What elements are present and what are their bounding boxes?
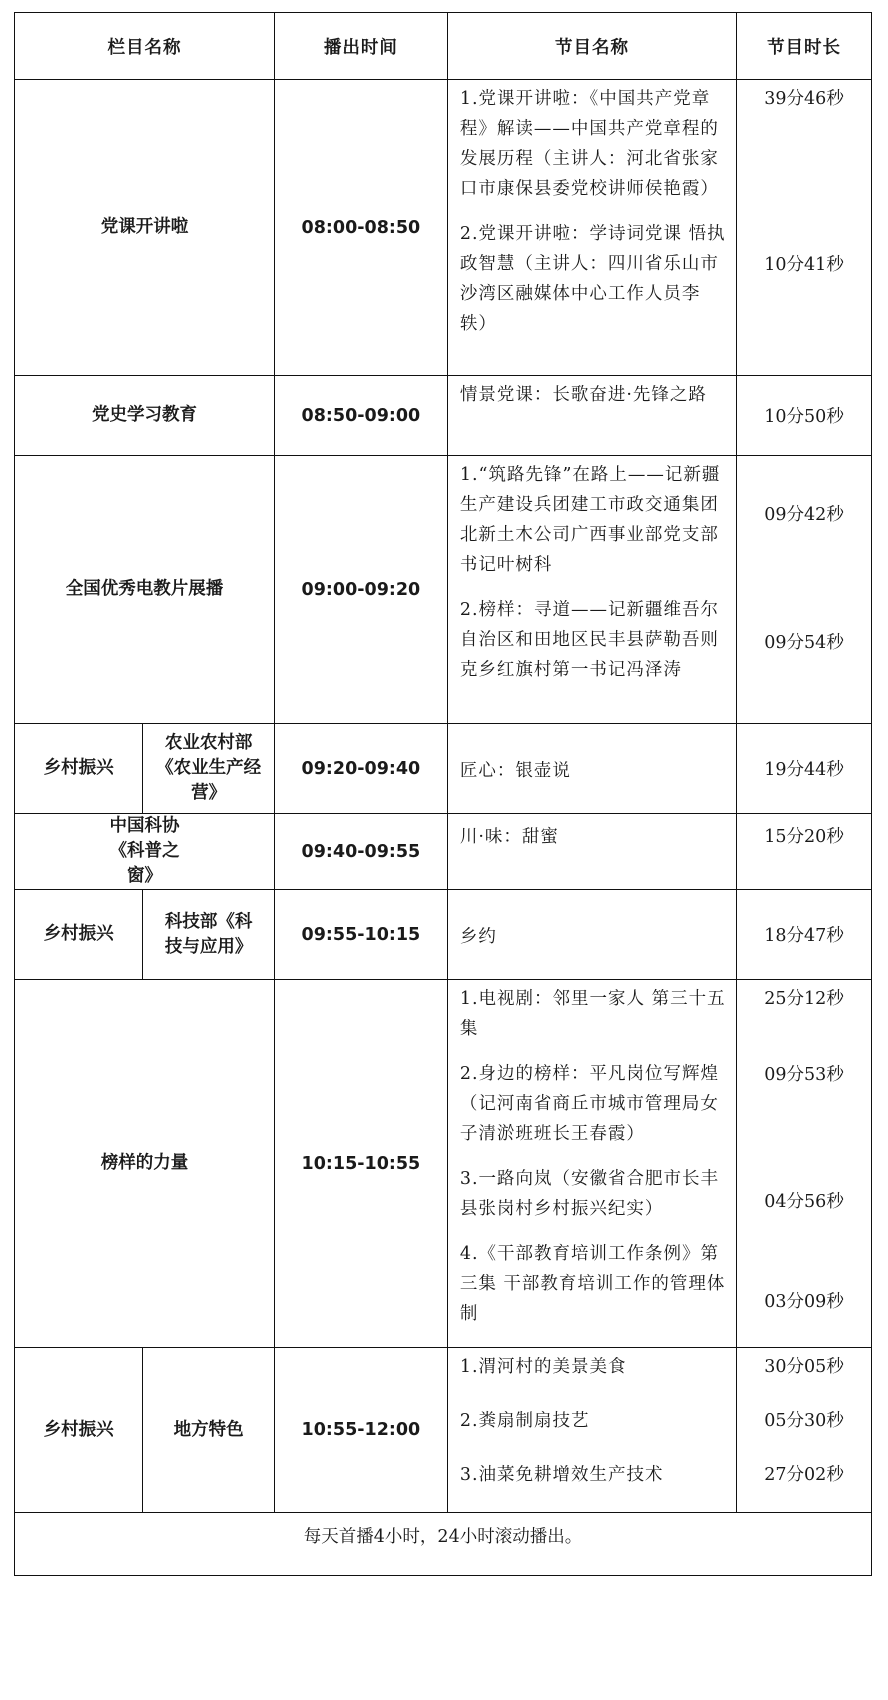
duration-item: 04分56秒: [764, 1192, 844, 1212]
table-row: [15, 724, 872, 814]
column-name: 榜样的力量: [15, 980, 275, 1348]
air-time: 09:40-09:55: [274, 814, 447, 890]
air-time: 09:55-10:15: [274, 890, 447, 980]
program-item: 乡约: [459, 926, 497, 947]
program-cell: [447, 80, 736, 376]
duration-cell: [737, 724, 872, 814]
header-column-name: 栏目名称: [15, 13, 275, 80]
header-air-time: 播出时间: [274, 13, 447, 80]
air-time: 09:20-09:40: [274, 724, 447, 814]
schedule-table: [14, 12, 872, 1576]
column-name: 全国优秀电教片展播: [15, 456, 275, 724]
program-cell: [447, 456, 736, 724]
duration-item: 19分44秒: [764, 760, 844, 780]
table-row: [15, 1348, 872, 1513]
program-item: 情景党课：长歌奋进·先锋之路: [459, 385, 707, 405]
duration-cell: [737, 980, 872, 1348]
program-cell: [447, 1348, 736, 1513]
column-name: 中国科协《科普之窗》: [15, 814, 275, 890]
column-name: 党史学习教育: [15, 376, 275, 456]
table-row: [15, 980, 872, 1348]
column-name: 党课开讲啦: [15, 80, 275, 376]
air-time: 08:50-09:00: [274, 376, 447, 456]
column-name: 乡村振兴: [15, 1348, 143, 1513]
table-row: [15, 890, 872, 980]
duration-item: 09分54秒: [764, 633, 844, 653]
duration-item: 27分02秒: [764, 1465, 844, 1485]
program-item: 匠心：银壶说: [459, 760, 571, 781]
program-item: 3.一路向岚（安徽省合肥市长丰县张岗村乡村振兴纪实）: [459, 1169, 720, 1219]
footer-note: 每天首播4小时，24小时滚动播出。: [15, 1513, 872, 1576]
duration-item: 05分30秒: [764, 1411, 844, 1431]
program-item: 2.身边的榜样：平凡岗位写辉煌（记河南省商丘市城市管理局女子清淤班班长王春霞）: [459, 1064, 720, 1144]
program-cell: [447, 724, 736, 814]
duration-item: 10分41秒: [764, 255, 844, 275]
column-name: 乡村振兴: [15, 724, 143, 814]
duration-item: 03分09秒: [764, 1292, 844, 1312]
program-item: 川·味：甜蜜: [459, 827, 559, 847]
program-cell: [447, 890, 736, 980]
sub-column-name: 地方特色: [143, 1348, 275, 1513]
duration-cell: [737, 814, 872, 890]
air-time: 08:00-08:50: [274, 80, 447, 376]
program-item: 1.渭河村的美景美食: [459, 1357, 627, 1377]
header-duration: 节目时长: [737, 13, 872, 80]
table-row: [15, 376, 872, 456]
program-item: 3.油菜免耕增效生产技术: [459, 1465, 664, 1485]
air-time: 09:00-09:20: [274, 456, 447, 724]
program-cell: [447, 376, 736, 456]
duration-cell: [737, 456, 872, 724]
footer-row: [15, 1513, 872, 1576]
header-program-name: 节目名称: [447, 13, 736, 80]
duration-item: 10分50秒: [764, 407, 844, 427]
program-item: 2.党课开讲啦：学诗词党课 悟执政智慧（主讲人：四川省乐山市沙湾区融媒体中心工作人员李轶）: [459, 224, 726, 334]
air-time: 10:55-12:00: [274, 1348, 447, 1513]
sub-column-name: 农业农村部《农业生产经营》: [143, 724, 275, 814]
program-item: 1.党课开讲啦：《中国共产党章程》解读——中国共产党章程的发展历程（主讲人：河北省张家口市康保县委党校讲师侯艳霞）: [459, 89, 719, 199]
column-name: 乡村振兴: [15, 890, 143, 980]
program-item: 2.榜样：寻道——记新疆维吾尔自治区和田地区民丰县萨勒吾则克乡红旗村第一书记冯泽涛: [459, 600, 720, 680]
duration-cell: [737, 376, 872, 456]
program-cell: [447, 814, 736, 890]
program-cell: [447, 980, 736, 1348]
duration-cell: [737, 1348, 872, 1513]
program-item: 2.粪扇制扇技艺: [459, 1411, 590, 1431]
duration-item: 09分42秒: [764, 505, 844, 525]
duration-item: 25分12秒: [764, 989, 844, 1009]
duration-item: 39分46秒: [764, 89, 844, 109]
duration-item: 09分53秒: [764, 1065, 844, 1085]
duration-cell: [737, 80, 872, 376]
program-item: 4.《干部教育培训工作条例》第三集 干部教育培训工作的管理体制: [459, 1244, 726, 1324]
table-row: [15, 456, 872, 724]
table-row: [15, 80, 872, 376]
duration-item: 15分20秒: [764, 827, 844, 847]
duration-cell: [737, 890, 872, 980]
air-time: 10:15-10:55: [274, 980, 447, 1348]
table-row: [15, 814, 872, 890]
duration-item: 30分05秒: [764, 1357, 844, 1377]
sub-column-name: 科技部《科技与应用》: [143, 890, 275, 980]
header-row: [15, 13, 872, 80]
program-item: 1.“筑路先锋”在路上——记新疆生产建设兵团建工市政交通集团北新土木公司广西事业部党支部书记叶树科: [459, 465, 721, 575]
program-item: 1.电视剧：邻里一家人 第三十五集: [459, 989, 726, 1039]
duration-item: 18分47秒: [764, 926, 844, 946]
